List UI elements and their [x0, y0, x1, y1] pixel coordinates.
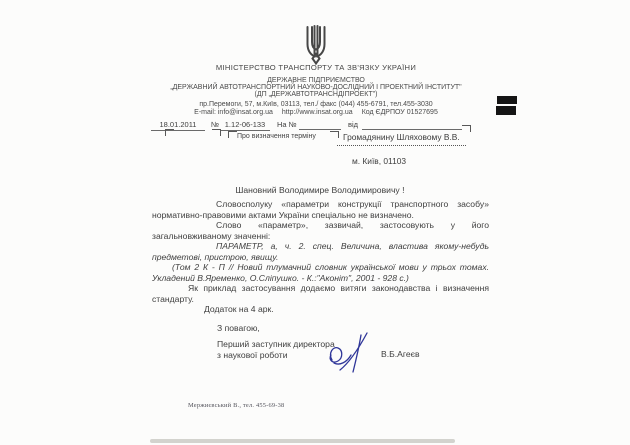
edrpou-code: Код ЄДРПОУ 01527695: [361, 109, 438, 116]
signer-position-line1: Перший заступник директора: [217, 339, 335, 349]
body-paragraph: Словосполуку «параметри конструкції транспортного засобу» нормативно-правовими актами України спеціально не визначено.: [152, 199, 489, 220]
dotted-rule: [337, 145, 466, 146]
reply-number-label: На №: [277, 120, 297, 129]
corner-mark-icon: [228, 131, 237, 138]
signer-position-line2: з наукової роботи: [217, 350, 288, 360]
letter-date: 18.01.2011: [151, 120, 205, 131]
closing-regards: З повагою,: [217, 323, 260, 333]
ukraine-trident-icon: [301, 25, 331, 65]
enterprise-type: ДЕРЖАВНЕ ПІДПРИЄМСТВО: [267, 77, 365, 84]
scan-artifact-black-box: [496, 106, 516, 115]
signer-name: В.Б.Агеєв: [381, 349, 420, 359]
number-label: №: [211, 120, 220, 129]
scan-artifact-black-box: [497, 96, 517, 104]
reply-date-blank: [362, 120, 462, 130]
contacts-line: [140, 109, 492, 117]
body-paragraph-dictionary-entry: ПАРАМЕТР, а, ч. 2. спец. Величина, властива якому-небудь предметові, пристрою, явищу.: [152, 241, 489, 262]
corner-mark-icon: [462, 125, 471, 132]
executor-footer: Мержиєвський В., тел. 455-69-38: [188, 402, 285, 409]
enterprise-name: „ДЕРЖАВНИЙ АВТОТРАНСПОРТНИЙ НАУКОВО-ДОСЛІДНИЙ І ПРОЕКТНИЙ ІНСТИТУТ": [170, 84, 462, 91]
reply-number-blank: [299, 120, 341, 130]
body-paragraph: Слово «параметр», зазвичай, застосовують у його загальновживаному значенні:: [152, 220, 489, 241]
salutation: Шановний Володимире Володимировичу !: [235, 185, 405, 195]
subject-line: Про визначення терміну: [237, 133, 316, 140]
email-text: E-mail: info@insat.org.ua: [194, 109, 273, 116]
corner-mark-icon: [165, 129, 174, 136]
corner-mark-icon: [330, 131, 339, 138]
addressee-name: Громадянину Шляховому В.В.: [343, 132, 460, 142]
letter-number: 1.12-06-133: [220, 120, 270, 131]
body-paragraph-source-citation: (Том 2 К - П // Новий тлумачний словник української мови у трьох томах. Укладений В.Яременко, О.Сліпушко. - К.:"Аконіт", 2001 - 928 с.): [152, 262, 489, 283]
body-paragraph-attachment-note: Додаток на 4 арк.: [204, 304, 274, 314]
handwritten-signature-icon: [322, 330, 382, 376]
reply-date-label: від: [348, 120, 359, 129]
ministry-title: МІНІСТЕРСТВО ТРАНСПОРТУ ТА ЗВ'ЯЗКУ УКРАЇНИ: [215, 63, 417, 72]
signer-position: [217, 339, 335, 361]
corner-mark-icon: [212, 129, 221, 136]
enterprise-abbreviation: (ДП „ДЕРЖАВТОТРАНСНДІПРОЕКТ"): [254, 91, 378, 98]
letter-body: [152, 199, 489, 315]
scan-edge-strip: [150, 439, 455, 443]
addressee-city: м. Київ, 01103: [352, 156, 407, 166]
body-paragraph: Як приклад застосування додаємо витяги законодавства і визначення стандарту.: [152, 283, 489, 304]
website-text: http://www.insat.org.ua: [281, 109, 353, 116]
postal-address: пр.Перемоги, 57, м.Київ, 03113, тел./ факс (044) 455-6791, тел.455-3030: [199, 101, 433, 108]
